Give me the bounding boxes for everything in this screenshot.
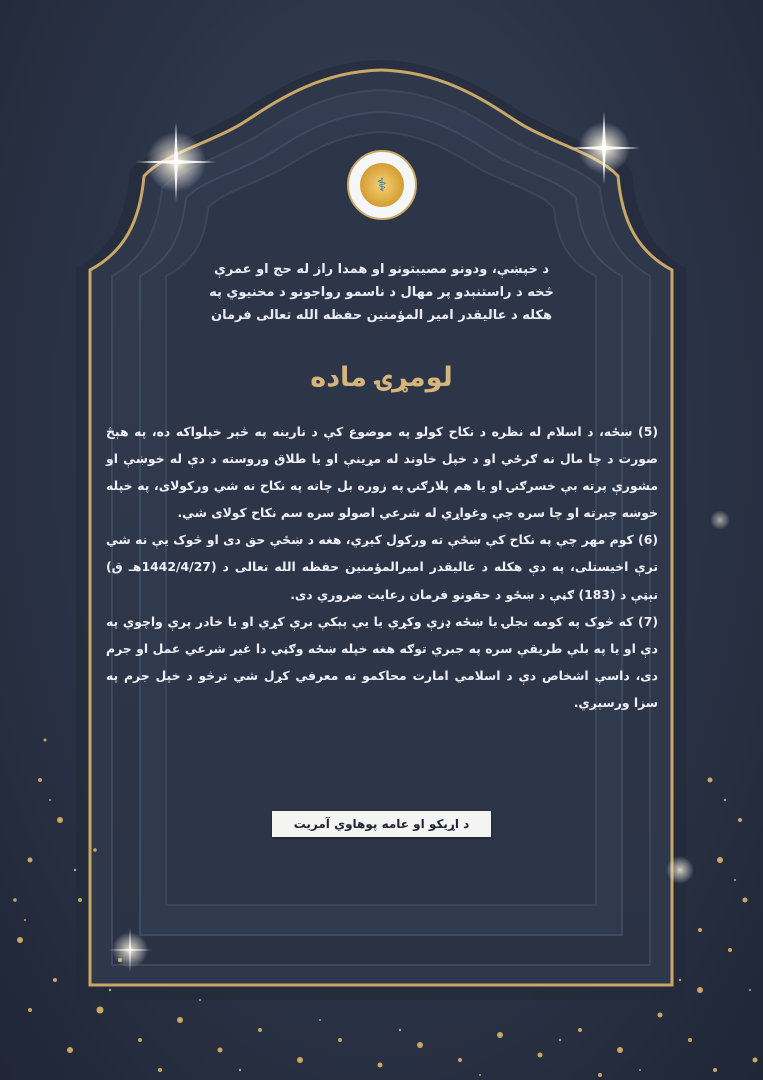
article-7: (7) که څوک په کومه نجلۍ يا ښځه ډزې وکړي يا يې پېکې برې کړي او يا خادر پرې واچوي په دې او يا په بلې طريقې سره په جبري توګه هغه خپله ښځه وګڼي دا غير شرعي عمل او جرم دی، داسې اشخاص دې د اسلامي امارت محاکمو ته معرفي کړل شي ترڅو د خپل جرم په سزا ورسېږي. bbox=[106, 613, 658, 710]
announcement-heading bbox=[140, 258, 623, 327]
section-title: لومړۍ ماده bbox=[310, 362, 453, 393]
decree-body bbox=[106, 418, 658, 716]
sparkle-right-mid bbox=[710, 510, 730, 530]
article-6: (6) کوم مهر چې په نکاح کې ښځې ته ورکول کېږي، هغه د ښځې حق دی او څوک يې نه شي ترې اخيستلی، په دې هکله د عاليقدر اميرالمؤمنين حفظه الله تعالى د (1442/4/27هـ ق) نېټې د (183) ګڼې د ښځو د حقونو فرمان رعايت ضروري دی. bbox=[106, 532, 658, 602]
medical-university-emblem-icon: ⚕ bbox=[360, 163, 404, 207]
sparkle-bottom-right bbox=[666, 856, 694, 884]
heading-line-1: د خپښې، ودونو مصيبتونو او همدا راز له حج او عمرې bbox=[213, 262, 550, 277]
heading-line-2: څخه د راستنېدو پر مهال د ناسمو رواجونو د مخنيوي په bbox=[209, 285, 554, 300]
university-logo bbox=[347, 150, 417, 220]
article-5: (5) ښځه، د اسلام له نظره د نکاح کولو په موضوع کې د نارينه په څېر خپلواکه ده، په هېڅ صورت د چا مال نه ګرځي او د خپل خاوند له مړينې او يا طلاق وروسته د دې له خوښې او مشورې پرته بې خسرګنۍ او يا هم پلارګنۍ په زوره بل چاته په نکاح نه شي ورکولای، په خپله خوښه چېرته او چا سره چې وغواړي له شرعي اصولو سره سم نکاح کولای شي. bbox=[106, 424, 658, 521]
signature-label: د اړيکو او عامه پوهاوي آمريت bbox=[272, 811, 491, 837]
heading-line-3: هکله د عاليقدر امير المؤمنين حفظه الله تعالى فرمان bbox=[211, 308, 552, 323]
